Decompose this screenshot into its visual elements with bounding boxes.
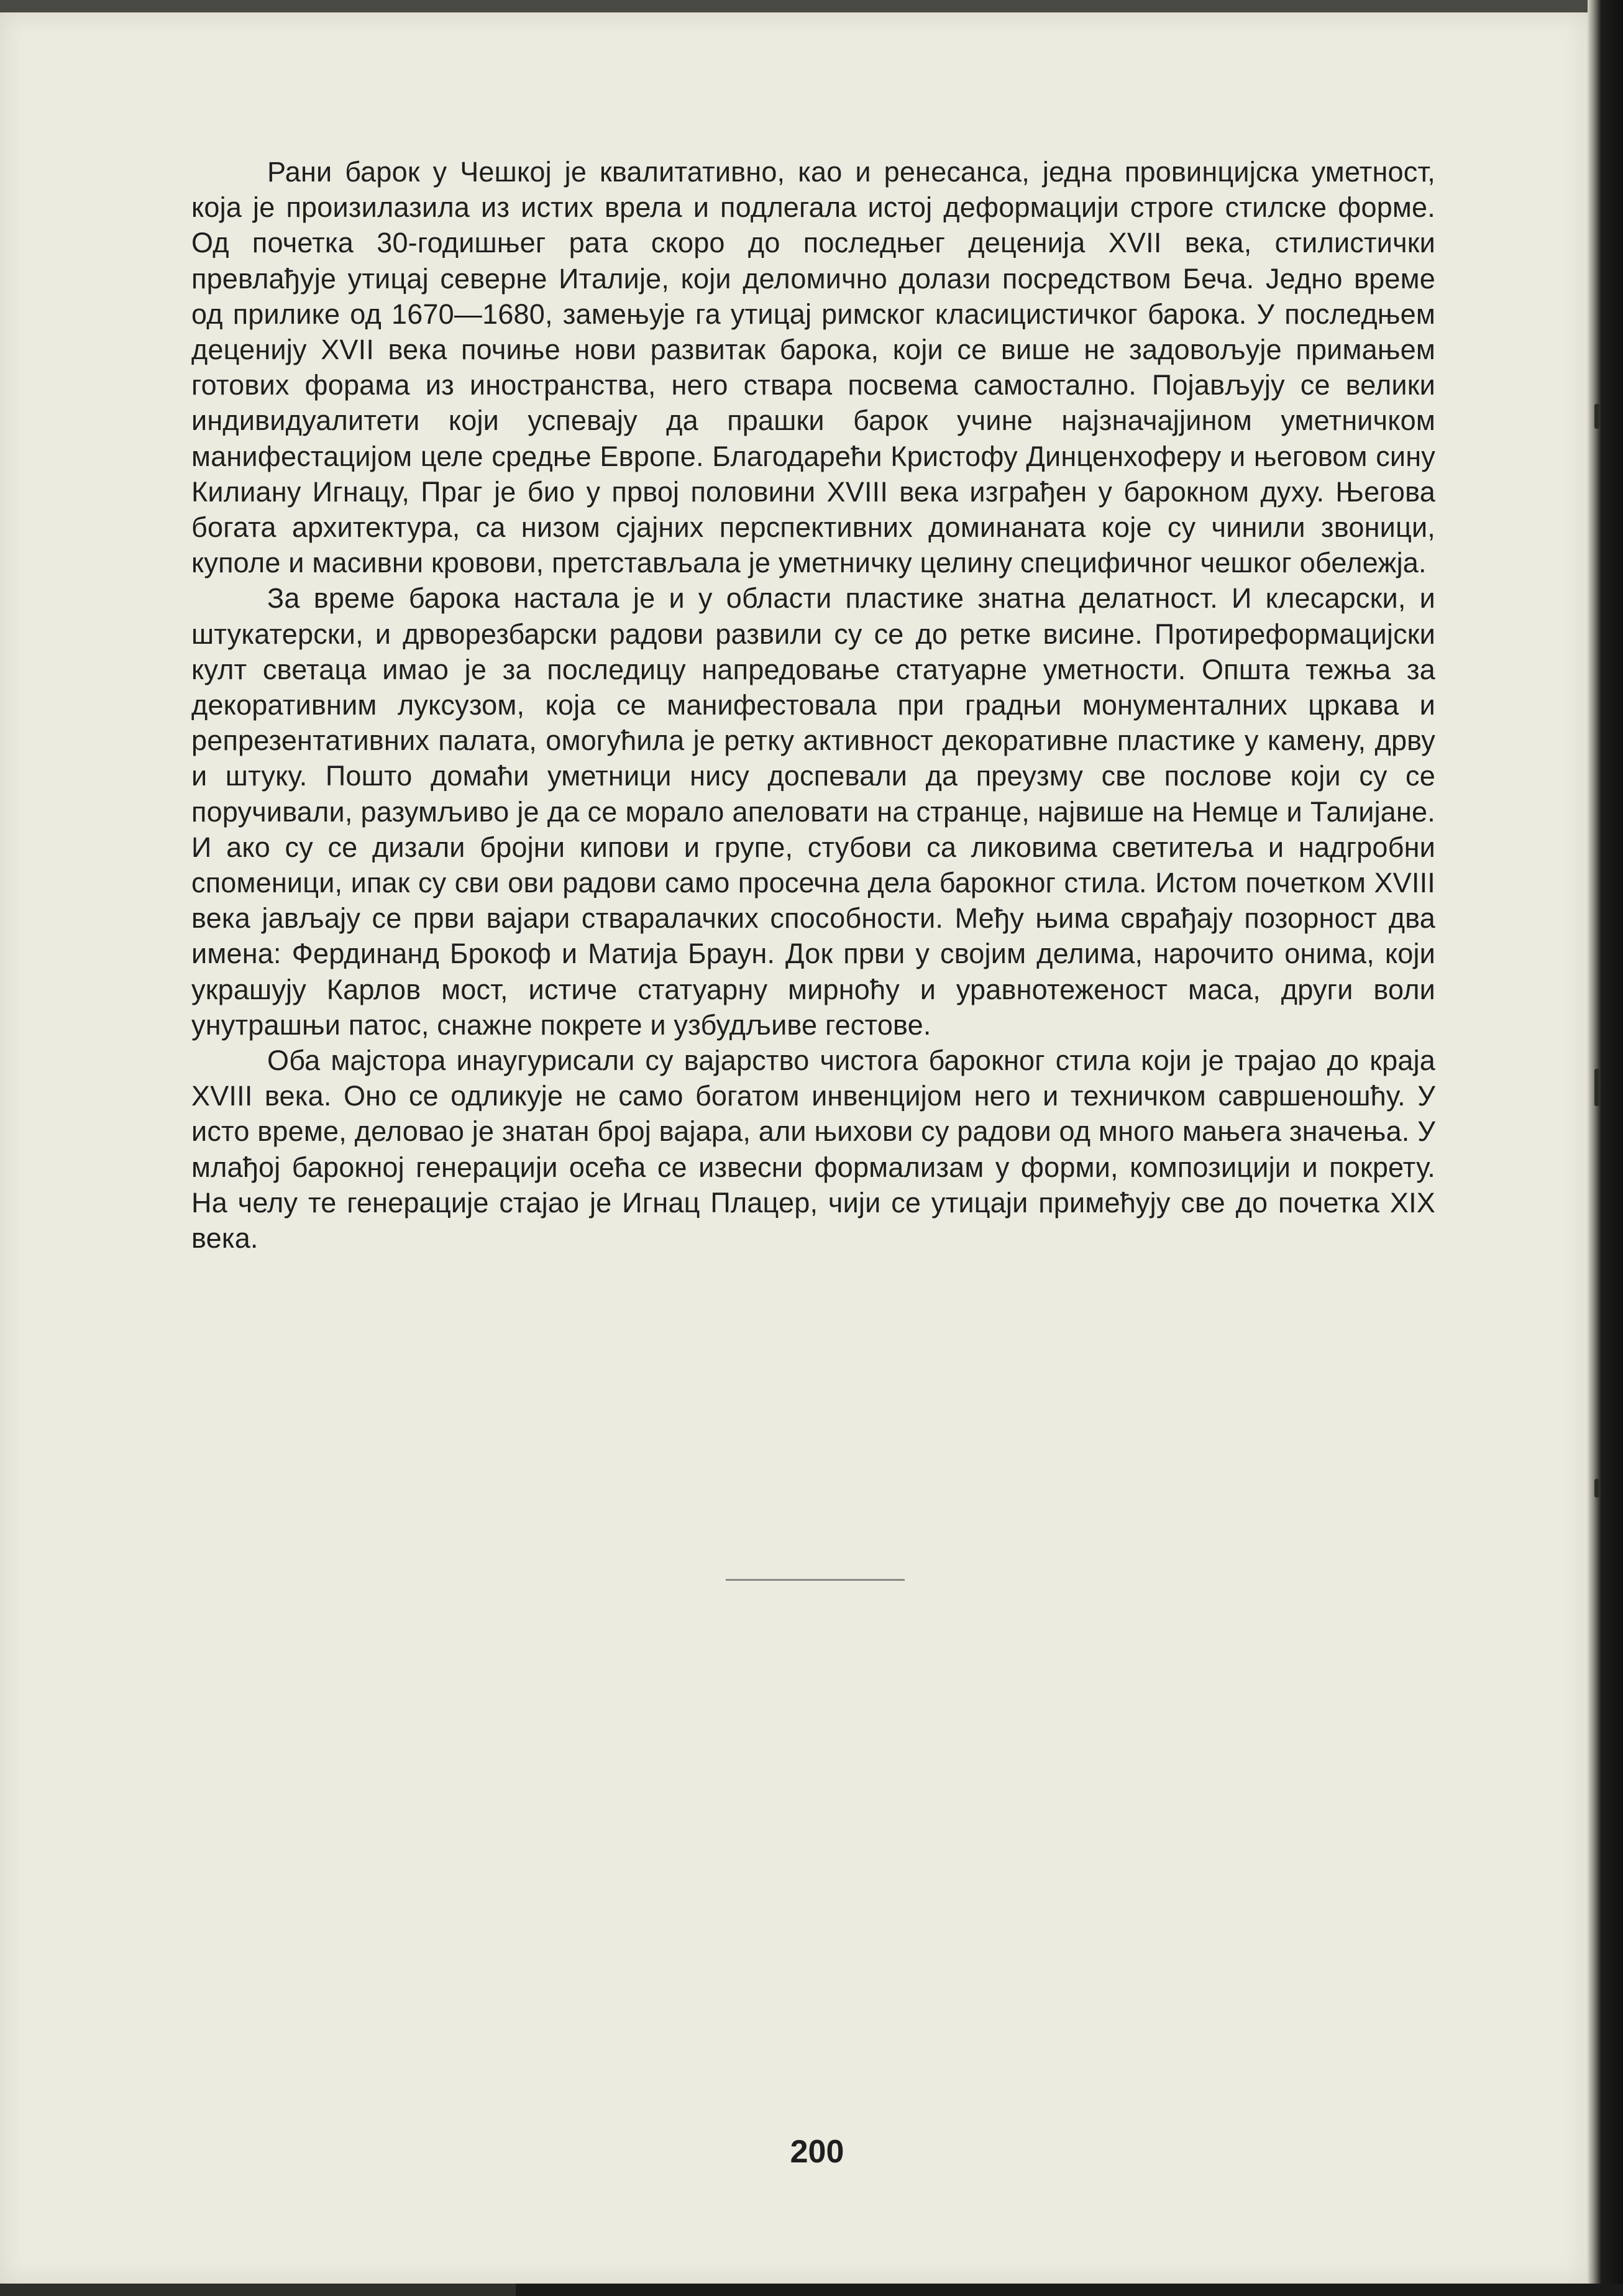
scan-bottom-edge bbox=[0, 2284, 1623, 2296]
paragraph-masters: Оба мајстора инаугурисали су вајарство чистога барокног стила који је трајао до краја XVIII века. Оно се одликује не само богатом инвенцијом него и техничком савршеношћу. У исто време, деловао је знатан број вајара, али њихови су радови од много мањега значења. У млађој барокној генерацији осећа се извесни формализам у форми, композицији и покрету. На челу те генерације стајао је Игнац Плацер, чији се утицаји примећују све до почетка XIX века. bbox=[191, 1045, 1435, 1255]
binding-mark bbox=[1594, 1069, 1599, 1106]
binding-mark bbox=[1594, 404, 1599, 429]
paragraph-sculpture: За време барока настала је и у области пластике знатна делатност. И клесарски, и штукатерски, и дрворезбарски радови развили су се до ретке висине. Протиреформацијски култ светаца имао је за последицу напредовање статуарне уметности. Општа тежња за декоративним луксузом, која се манифестовала при градњи монументалних цркава и репрезентативних палата, омогућила је ретку активност декоративне пластике у камену, дрву и штуку. Пошто домаћи уметници нису доспевали да преузму све послове који су се поручивали, разумљиво је да се морало апеловати на странце, највише на Немце и Талијане. И ако су се дизали бројни кипови и групе, стубови са ликовима светитеља и надгробни споменици, ипак су сви ови радови само просечна дела барокног стила. Истом почетком XVIII века јављају се први вајари стваралачких способности. Међу њима сврађају позорност два имена: Фердинанд Брокоф и Матија Браун. Док први у својим делима, нарочито онима, који украшују Карлов мост, истиче статуарну мирноћу и уравнотеженост маса, други воли унутрашњи патос, снажне покрете и узбудљиве гестове. bbox=[191, 582, 1435, 1041]
page-binding-edge bbox=[1588, 0, 1623, 2296]
body-text bbox=[191, 154, 1435, 1256]
book-page bbox=[0, 12, 1588, 2284]
binding-mark bbox=[1594, 1479, 1599, 1498]
section-separator bbox=[726, 1579, 905, 1581]
scan-top-edge bbox=[0, 0, 1623, 12]
page-number: 200 bbox=[790, 2134, 844, 2170]
paragraph-early-baroque: Рани барок у Чешкој је квалитативно, као и ренесанса, једна провинцијска уметност, која је произилазила из истих врела и подлегала истој деформацији строге стилске форме. Од почетка 30-годишњег рата скоро до последњег деценија XVII века, стилистички превлађује утицај северне Италије, који деломично долази посредством Беча. Једно време од прилике од 1670—1680, замењује га утицај римског класицистичког барока. У последњем деценију XVII века почиње нови развитак барока, који се више не задовољује примањем готових форама из иностранства, него ствара посвема самостално. Појављују се велики индивидуалитети који успевају да прашки барок учине најзначајјином уметничком манифестацијом целе средње Европе. Благодарећи Кристофу Динценхоферу и његовом сину Килиану Игнацу, Праг је био у првој половини XVIII века изграђен у барокном духу. Његова богата архитектура, са низом сјајних перспективних доминаната које су чинили звоници, куполе и масивни кровови, претстављала је уметничку целину специфичног чешког обележја. bbox=[191, 156, 1435, 579]
